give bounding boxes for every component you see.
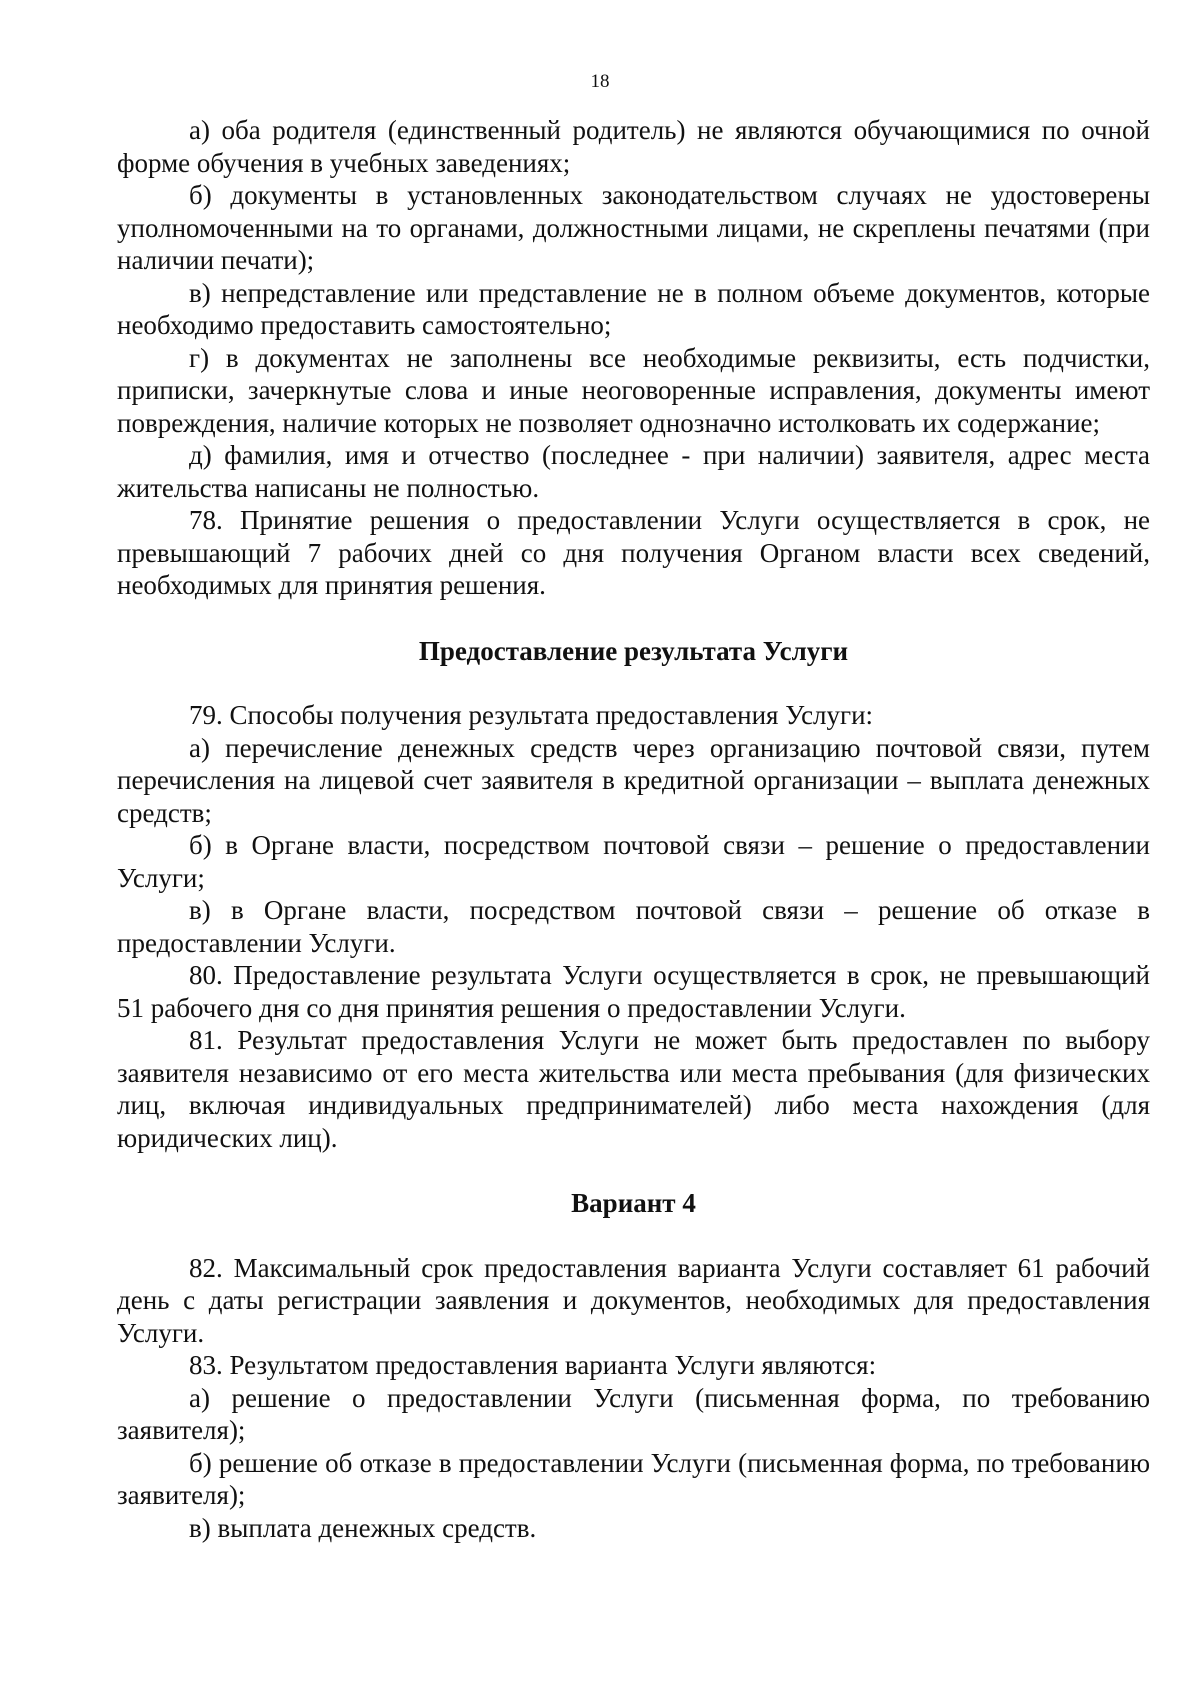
paragraph-80: 80. Предоставление результата Услуги осуществляется в срок, не превышающий 51 рабочего дня со дня принятия решения о предоставлении Услуги. bbox=[117, 960, 1150, 1023]
page-number: 18 bbox=[590, 71, 610, 92]
paragraph-79: 79. Способы получения результата предоставления Услуги: bbox=[189, 700, 874, 730]
paragraph-79-b: б) в Органе власти, посредством почтовой связи – решение о предоставлении Услуги; bbox=[117, 830, 1150, 893]
paragraph-83: 83. Результатом предоставления варианта Услуги являются: bbox=[189, 1350, 877, 1380]
spacer bbox=[117, 667, 1150, 699]
paragraph-81: 81. Результат предоставления Услуги не может быть предоставлен по выбору заявителя независимо от его места жительства или места пребывания (для физических лиц, включая индивидуальных предпринимателей) либо места нахождения (для юридических лиц). bbox=[117, 1025, 1150, 1153]
spacer bbox=[117, 1220, 1150, 1252]
paragraph-79-v: в) в Органе власти, посредством почтовой связи – решение об отказе в предоставлении Услуги. bbox=[117, 895, 1150, 958]
section-heading-variant: Вариант 4 bbox=[571, 1188, 696, 1218]
paragraph-intro-v: в) непредставление или представление не в полном объеме документов, которые необходимо предоставить самостоятельно; bbox=[117, 277, 1150, 340]
spacer bbox=[117, 1154, 1150, 1187]
paragraph-intro-b: б) документы в установленных законодательством случаях не удостоверены уполномоченными на то органами, должностными лицами, не скреплены печатями (при наличии печати); bbox=[117, 180, 1150, 275]
paragraph-83-b: б) решение об отказе в предоставлении Услуги (письменная форма, по требованию заявителя); bbox=[117, 1447, 1150, 1510]
paragraph-intro-g: г) в документах не заполнены все необходимые реквизиты, есть подчистки, приписки, зачеркнутые слова и иные неоговоренные исправления, документы имеют повреждения, наличие которых не позволяет однозначно истолковать их содержание; bbox=[117, 342, 1150, 438]
paragraph-83-v: в) выплата денежных средств. bbox=[189, 1512, 537, 1543]
paragraph-83-a: а) решение о предоставлении Услуги (письменная форма, по требованию заявителя); bbox=[117, 1382, 1150, 1445]
section-heading-result: Предоставление результата Услуги bbox=[418, 635, 849, 666]
paragraph-intro-a: а) оба родителя (единственный родитель) не являются обучающимися по очной форме обучения в учебных заведениях; bbox=[117, 115, 1150, 178]
page-content bbox=[117, 114, 1150, 1544]
paragraph-79-a: а) перечисление денежных средств через организацию почтовой связи, путем перечисления на лицевой счет заявителя в кредитной организации – выплата денежных средств; bbox=[117, 732, 1150, 828]
paragraph-82: 82. Максимальный срок предоставления варианта Услуги составляет 61 рабочий день с даты регистрации заявления и документов, необходимых для предоставления Услуги. bbox=[117, 1252, 1150, 1348]
paragraph-78: 78. Принятие решения о предоставлении Услуги осуществляется в срок, не превышающий 7 рабочих дней со дня получения Органом власти всех сведений, необходимых для принятия решения. bbox=[117, 505, 1150, 600]
spacer bbox=[117, 602, 1150, 635]
paragraph-intro-d: д) фамилия, имя и отчество (последнее - при наличии) заявителя, адрес места жительства написаны не полностью. bbox=[117, 440, 1150, 503]
